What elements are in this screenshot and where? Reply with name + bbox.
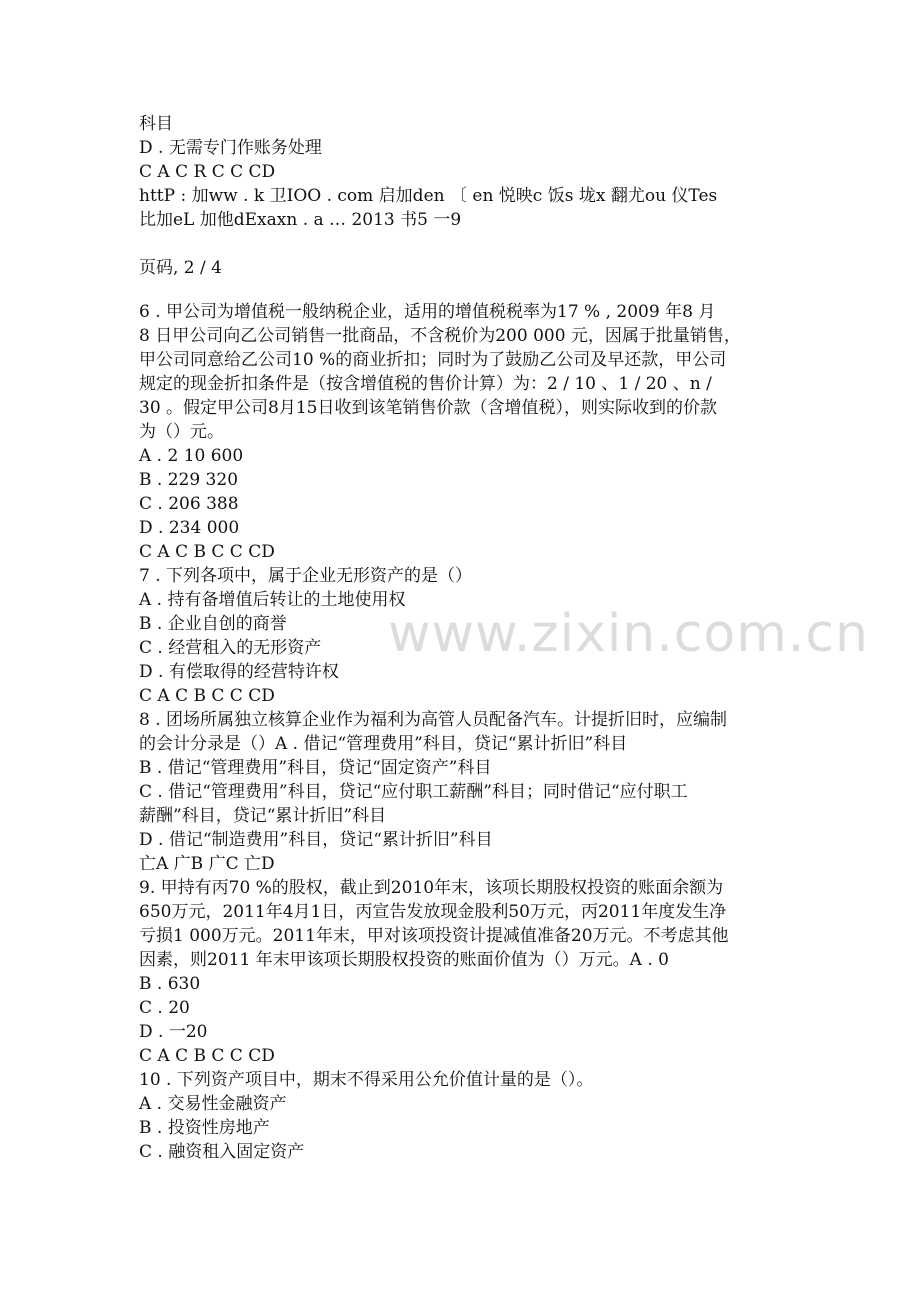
answer-choices-line: C A C B C C CD xyxy=(139,686,275,706)
option-line: D . 借记“制造费用”科目，贷记“累计折旧”科目 xyxy=(139,830,493,850)
option-line: C . 206 388 xyxy=(139,494,239,514)
watermark: www.zixin.com.cn xyxy=(388,604,869,664)
answer-choices-line: C A C B C C CD xyxy=(139,1046,275,1066)
question-text: 7 . 下列各项中，属于企业无形资产的是（） xyxy=(139,566,473,586)
question-text: 9. 甲持有丙70 %的股权，截止到2010年末，该项长期股权投资的账面余额为 xyxy=(139,878,724,898)
option-line: B . 229 320 xyxy=(139,470,239,490)
answer-choices-line: 亡A 广B 广C 亡D xyxy=(139,854,275,874)
question-text: 的会计分录是（）A . 借记“管理费用”科目，贷记“累计折旧”科目 xyxy=(139,734,628,754)
question-text: 8 . 团场所属独立核算企业作为福利为高管人员配备汽车。计提折旧时，应编制 xyxy=(139,710,728,730)
question-text: 规定的现金折扣条件是（按含增值税的售价计算）为：2 / 10 、1 / 20 、n / xyxy=(139,374,712,394)
question-text: 6 . 甲公司为增值税一般纳税企业，适用的增值税税率为17 % , 2009 年8 月 xyxy=(139,302,716,322)
answer-choices-line: C A C B C C CD xyxy=(139,542,275,562)
answer-choices-line: C A C R C C CD xyxy=(139,162,276,182)
option-line: D . 无需专门作账务处理 xyxy=(139,138,322,158)
option-line: C . 融资租入固定资产 xyxy=(139,1142,305,1162)
question-text: 为（）元。 xyxy=(139,422,224,442)
option-line: D . 一20 xyxy=(139,1022,208,1042)
option-line: C . 借记“管理费用”科目，贷记“应付职工薪酬”科目；同时借记“应付职工 xyxy=(139,782,688,802)
option-line: D . 有偿取得的经营特许权 xyxy=(139,662,339,682)
option-line: 薪酬”科目，贷记“累计折旧”科目 xyxy=(139,806,387,826)
page-number: 页码, 2 / 4 xyxy=(139,258,222,278)
url-line: httP : 加ww . k 卫IOO . com 启加den 〔 en 悦映c 饭s 垅x 翻尤ou 仪Tes xyxy=(139,186,718,206)
option-line: A . 交易性金融资产 xyxy=(139,1094,287,1114)
question-text: 30 。假定甲公司8月15日收到该笔销售价款（含增值税），则实际收到的价款 xyxy=(139,398,717,418)
option-line: C . 经营租入的无形资产 xyxy=(139,638,322,658)
url-line: 比加eL 加他dExaxn . a … 2013 书5 一9 xyxy=(139,210,462,230)
option-line: D . 234 000 xyxy=(139,518,240,538)
question-text: 10 . 下列资产项目中，期末不得采用公允价值计量的是（）。 xyxy=(139,1070,594,1090)
question-text: 8 日甲公司向乙公司销售一批商品，不含税价为200 000 元，因属于批量销售， xyxy=(139,326,741,346)
option-line: C . 20 xyxy=(139,998,190,1018)
option-line: B . 投资性房地产 xyxy=(139,1118,270,1138)
text-line: 科目 xyxy=(139,114,173,134)
option-line: B . 630 xyxy=(139,974,201,994)
question-text: 650万元，2011年4月1日，丙宣告发放现金股利50万元，丙2011年度发生净 xyxy=(139,902,727,922)
option-line: A . 2 10 600 xyxy=(139,446,244,466)
question-text: 亏损1 000万元。2011年末，甲对该项投资计提减值准备20万元。不考虑其他 xyxy=(139,926,729,946)
option-line: B . 企业自创的商誉 xyxy=(139,614,287,634)
question-text: 因素，则2011 年末甲该项长期股权投资的账面价值为（）万元。A . 0 xyxy=(139,950,669,970)
question-text: 甲公司同意给乙公司10 %的商业折扣；同时为了鼓励乙公司及早还款，甲公司 xyxy=(139,350,727,370)
option-line: B . 借记“管理费用”科目，贷记“固定资产”科目 xyxy=(139,758,492,778)
option-line: A . 持有备增值后转让的土地使用权 xyxy=(139,590,406,610)
